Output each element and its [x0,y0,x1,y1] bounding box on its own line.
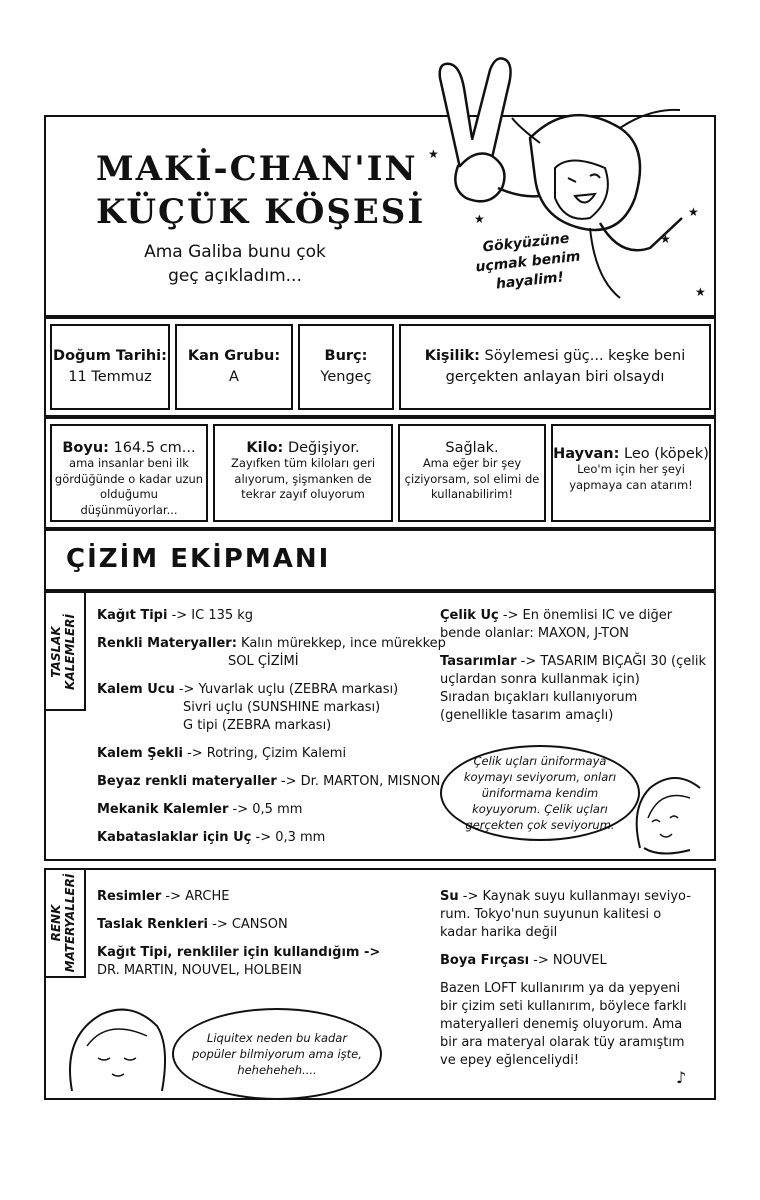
draft-label: Taslak Renkleri [97,917,208,932]
sketch-label2: KALEMLERİ [63,614,78,690]
personality-info [399,346,711,388]
sign-value: Yengeç [320,369,372,386]
pet-note: Leo'm için her şeyi yapmaya can atarım! [569,462,693,492]
rough-label: Kabataslaklar için Uç [97,830,252,845]
steel-value1: -> En önemlisi IC ve diğer [502,608,673,623]
color-label1: RENK [49,904,63,942]
dream-line3: hayalim! [495,269,565,293]
music-note-glyph: ♪ [676,1068,687,1087]
height-label: Boyu: [62,440,109,456]
title-line1: MAKİ-CHAN'IN [96,149,418,189]
nib-value1: -> Yuvarlak uçlu (ZEBRA markası) [178,682,399,697]
paper-value: -> IC 135 kg [171,608,254,623]
paper-label: Kağıt Tipi [97,608,168,623]
steel-label: Çelik Uç [440,608,499,623]
water-value1: -> Kaynak suyu kullanmayı seviyo- [462,889,691,904]
birth-value: 11 Temmuz [68,369,152,386]
mech-item [97,801,302,819]
rough-item [97,829,325,847]
brush-item [440,952,607,970]
paper-item [97,607,253,625]
design-item3: Sıradan bıçakları kullanıyorum [440,690,638,705]
draft-value: -> CANSON [212,917,288,932]
dream-line2: uçmak benim [474,248,582,276]
liquitex-bubble: Liquitex neden bu kadar popüler bilmiyorum ama işte, heheheheh.... [172,1008,382,1100]
color-mat-item2: SOL ÇİZİMİ [228,654,299,669]
blood-info [175,346,293,388]
blood-label: Kan Grubu: [187,348,281,364]
sign-info [298,346,394,388]
weight-label: Kilo: [246,440,284,456]
girl-face-sketch-right [630,768,710,858]
loft-line2: bir çizim seti kullanırım, böylece farklı [440,999,687,1014]
girl-face-sketch-left [62,996,172,1096]
color-label [49,858,81,988]
subtitle [110,241,360,289]
sign-label: Burç: [324,348,368,364]
nib-item [97,681,398,699]
white-item [97,773,440,791]
design-item4: (genellikle tasarım amaçlı) [440,708,614,723]
hand-note: Ama eğer bir şey çiziyorsam, sol elimi de kullanabilirim! [404,456,540,502]
water-label: Su [440,889,459,904]
title-line2: KÜÇÜK KÖŞESİ [96,192,426,233]
height-value: 164.5 cm... [113,440,196,456]
height-note: ama insanlar beni ilk gördüğünde o kadar uzun olduğumu düşünmüyorlar... [54,456,204,517]
paper-color-value: DR. MARTIN, NOUVEL, HOLBEIN [97,963,302,978]
color-mat-item [97,635,446,653]
hand-info [402,440,542,503]
nib-item3: G tipi (ZEBRA markası) [183,718,332,733]
design-item2: uçlardan sonra kullanmak için) [440,672,640,687]
personality-value1: Söylemesi güç... keşke beni [484,348,686,364]
equipment-title: ÇİZİM EKİPMANI [66,544,331,574]
birth-label: Doğum Tarihi: [53,348,167,364]
pictures-label: Resimler [97,889,162,904]
color-mat-value1: Kalın mürekkep, ince mürekkep [241,636,446,651]
pen-shape-value: -> Rotring, Çizim Kalemi [187,746,347,761]
white-value: -> Dr. MARTON, MISNON [280,774,441,789]
pictures-item [97,888,229,906]
pet-value: Leo (köpek) [624,446,709,462]
mech-label: Mekanik Kalemler [97,802,229,817]
svg-text:★: ★ [688,205,699,219]
weight-info [217,440,389,503]
personality-label: Kişilik: [424,348,480,364]
height-info [52,440,206,518]
mech-value: -> 0,5 mm [232,802,303,817]
design-value1: -> TASARIM BIÇAĞI 30 (çelik [520,654,706,669]
dream-line1: Gökyüzüne [481,230,571,256]
color-mat-label: Renkli Materyaller: [97,636,237,651]
hand-value: Sağlak. [445,440,499,456]
paper-color-item [97,944,380,962]
svg-text:★: ★ [428,147,439,161]
subtitle-line1: Ama Galiba bunu çok [144,242,326,262]
steel-nib-bubble: Çelik uçları üniformaya koymayı seviyorum, onları üniformama kendim koyuyorum. Çelik uçları gerçekten çok seviyorum. [440,745,640,841]
brush-value: -> NOUVEL [533,953,607,968]
sketch-label [49,592,81,712]
steel-item [440,607,672,625]
paper-color-label: Kağıt Tipi, renkliler için kullandığım -> [97,945,381,960]
pet-info [553,446,709,493]
brush-label: Boya Fırçası [440,953,530,968]
pen-shape-label: Kalem Şekli [97,746,183,761]
rough-value: -> 0,3 mm [255,830,326,845]
nib-label: Kalem Ucu [97,682,175,697]
pen-shape-item [97,745,346,763]
svg-text:★: ★ [660,232,671,246]
pictures-value: -> ARCHE [165,889,230,904]
white-label: Beyaz renkli materyaller [97,774,277,789]
color-label2: MATERYALLERİ [63,873,78,973]
svg-text:★: ★ [695,285,706,299]
design-label: Tasarımlar [440,654,517,669]
svg-text:★: ★ [474,212,485,226]
weight-note: Zayıfken tüm kiloları geri alıyorum, şişmanken de tekrar zayıf oluyorum [230,456,376,502]
loft-line3: materyalleri denemiş oluyorum. Ama [440,1017,683,1032]
loft-line5: ve epey eğlenceliydi! [440,1053,580,1068]
pet-label: Hayvan: [553,446,620,462]
blood-value: A [229,369,239,386]
water-item [440,888,691,906]
nib-item2: Sivri uçlu (SUNSHINE markası) [183,700,381,715]
design-item [440,653,706,671]
personality-value2: gerçekten anlayan biri olsaydı [445,369,665,386]
weight-value: Değişiyor. [287,440,360,456]
loft-line4: bir ara materyal olarak tüy aramıştım [440,1035,685,1050]
water-item2: rum. Tokyo'nun suyunun kalitesi o [440,907,662,922]
draft-item [97,916,288,934]
sketch-label1: TASLAK [49,626,63,678]
subtitle-line2: geç açıkladım... [168,265,302,286]
loft-line1: Bazen LOFT kullanırım ya da yepyeni [440,981,681,996]
water-item3: kadar harika değil [440,925,558,940]
steel-item2: bende olanlar: MAXON, J-TON [440,626,630,641]
page-title [96,150,426,232]
birth-info [50,346,170,388]
